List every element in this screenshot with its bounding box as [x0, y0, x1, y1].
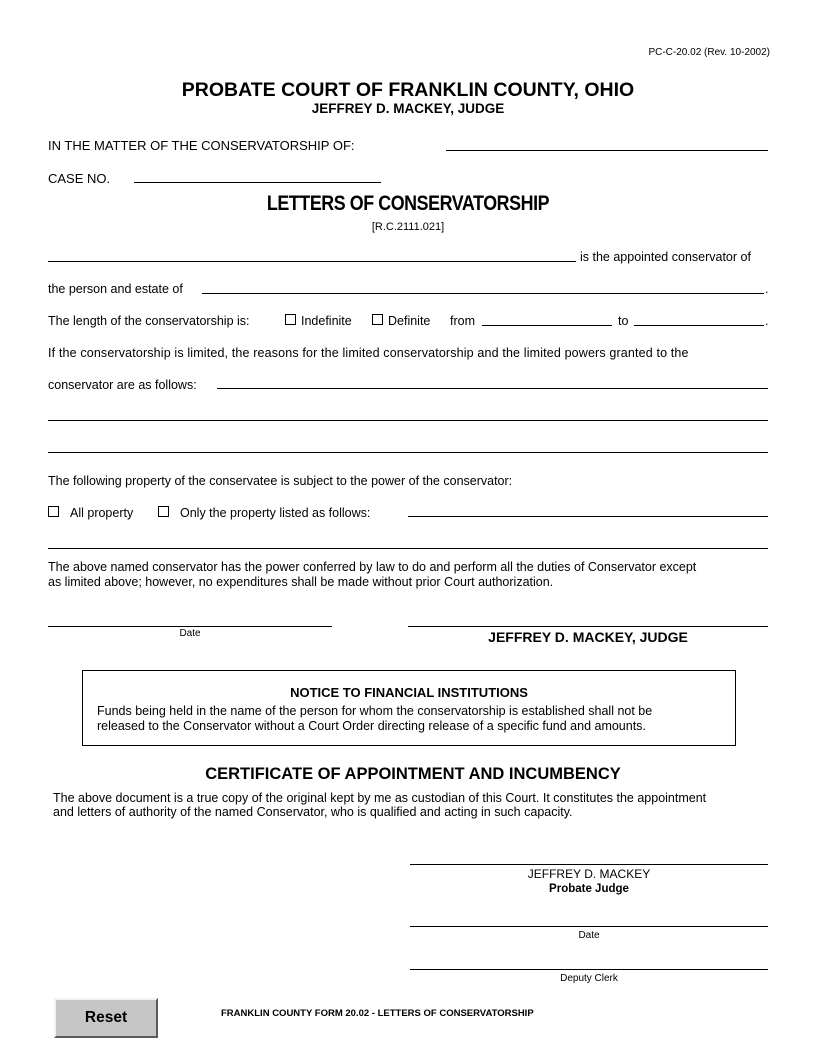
matter-input[interactable] — [446, 134, 768, 150]
length-label: The length of the conservatorship is: — [48, 314, 250, 328]
property-intro: The following property of the conservatee is subject to the power of the conservator: — [48, 474, 513, 488]
definite-label: Definite — [388, 314, 431, 328]
from-date-input[interactable] — [482, 309, 612, 325]
limited-underline-1 — [217, 388, 768, 389]
document-title: LETTERS OF CONSERVATORSHIP — [266, 192, 550, 215]
certificate-text-line2: and letters of authority of the named Conservator, who is qualified and acting in such capacity. — [53, 805, 573, 819]
deputy-clerk-underline — [410, 969, 768, 970]
judge-heading: JEFFREY D. MACKEY, JUDGE — [311, 101, 505, 116]
property-underline-2 — [48, 548, 768, 549]
certificate-date-underline — [410, 926, 768, 927]
certificate-title: CERTIFICATE OF APPOINTMENT AND INCUMBENCY — [205, 765, 621, 783]
person-estate-period: . — [765, 282, 769, 296]
certificate-judge-name: JEFFREY D. MACKEY — [527, 867, 651, 881]
judge-signature-line — [408, 626, 768, 627]
to-label: to — [618, 314, 629, 328]
from-label: from — [450, 314, 475, 328]
signature-date-input[interactable] — [48, 610, 332, 626]
indefinite-label: Indefinite — [301, 314, 352, 328]
certificate-date-label: Date — [578, 930, 600, 941]
limited-reasons-input-1[interactable] — [217, 372, 768, 388]
indefinite-checkbox[interactable] — [285, 314, 296, 325]
notice-line2: released to the Conservator without a Court Order directing release of a specific fund and amounts. — [97, 719, 646, 733]
person-estate-underline — [202, 293, 764, 294]
statute-reference: [R.C.2111.021] — [371, 221, 445, 233]
all-property-label: All property — [70, 506, 134, 520]
all-property-checkbox[interactable] — [48, 506, 59, 517]
only-property-checkbox[interactable] — [158, 506, 169, 517]
limited-underline-3 — [48, 452, 768, 453]
signature-date-label: Date — [179, 628, 201, 639]
case-number-input[interactable] — [134, 166, 381, 182]
conservator-name-underline — [48, 261, 576, 262]
person-estate-label: the person and estate of — [48, 282, 183, 296]
notice-line1: Funds being held in the name of the person for whom the conservatorship is established shall not be — [97, 704, 653, 718]
limited-text-line1: If the conservatorship is limited, the reasons for the limited conservatorship and the limited powers granted to the — [48, 346, 689, 360]
certificate-judge-line — [410, 864, 768, 865]
certificate-text-line1: The above document is a true copy of the original kept by me as custodian of this Court. It constitutes the appointment — [53, 791, 707, 805]
notice-title: NOTICE TO FINANCIAL INSTITUTIONS — [290, 685, 528, 700]
judge-signature-label: JEFFREY D. MACKEY, JUDGE — [488, 629, 688, 645]
reset-button[interactable]: Reset — [54, 998, 158, 1038]
powers-text-line2: as limited above; however, no expenditures shall be made without prior Court authorization. — [48, 575, 554, 589]
matter-label: IN THE MATTER OF THE CONSERVATORSHIP OF: — [48, 138, 355, 153]
length-period: . — [765, 314, 769, 328]
limited-text-line2: conservator are as follows: — [48, 378, 197, 392]
signature-date-underline — [48, 626, 332, 627]
notice-box — [82, 670, 736, 746]
to-date-input[interactable] — [634, 309, 764, 325]
limited-reasons-input-2[interactable] — [48, 404, 768, 420]
property-list-input-2[interactable] — [48, 532, 768, 548]
appointed-text: is the appointed conservator of — [580, 250, 751, 264]
deputy-clerk-label: Deputy Clerk — [560, 973, 618, 984]
only-property-label: Only the property listed as follows: — [180, 506, 371, 520]
person-estate-input[interactable] — [202, 277, 764, 293]
deputy-clerk-input[interactable] — [410, 953, 768, 969]
case-underline — [134, 182, 381, 183]
to-underline — [634, 325, 764, 326]
powers-text-line1: The above named conservator has the power conferred by law to do and perform all the duties of Conservator except — [48, 560, 697, 574]
property-underline-1 — [408, 516, 768, 517]
definite-checkbox[interactable] — [372, 314, 383, 325]
limited-underline-2 — [48, 420, 768, 421]
form-number: PC-C-20.02 (Rev. 10-2002) — [648, 47, 770, 58]
footer-form-title: FRANKLIN COUNTY FORM 20.02 - LETTERS OF CONSERVATORSHIP — [221, 1008, 534, 1019]
certificate-judge-title: Probate Judge — [549, 883, 629, 895]
certificate-date-input[interactable] — [410, 910, 768, 926]
conservator-name-input[interactable] — [48, 245, 576, 261]
case-label: CASE NO. — [48, 171, 111, 186]
matter-underline — [446, 150, 768, 151]
court-name: PROBATE COURT OF FRANKLIN COUNTY, OHIO — [181, 79, 635, 101]
limited-reasons-input-3[interactable] — [48, 436, 768, 452]
property-list-input-1[interactable] — [408, 500, 768, 516]
from-underline — [482, 325, 612, 326]
